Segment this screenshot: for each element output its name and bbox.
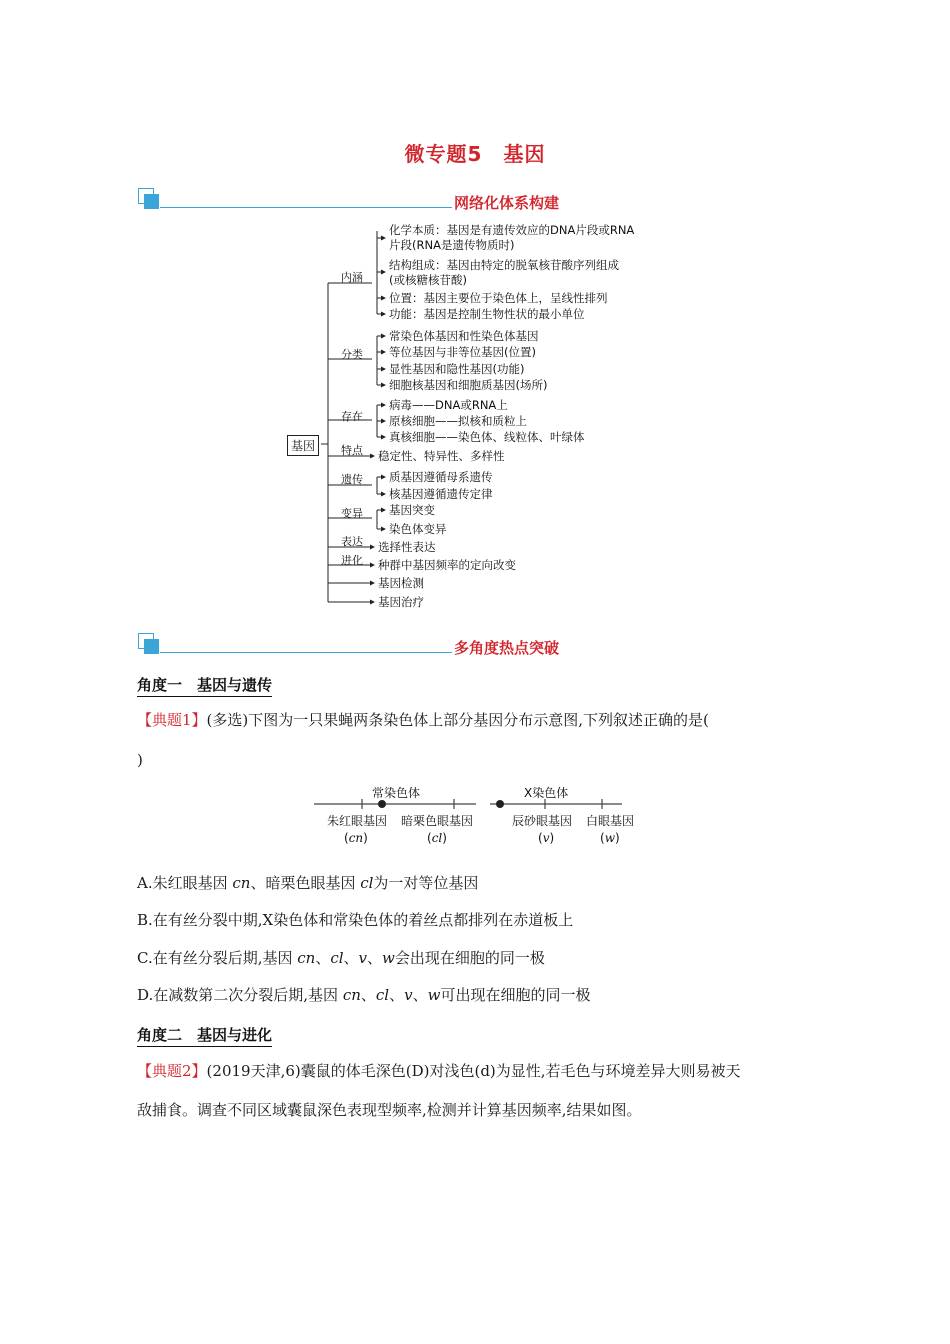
map-item: 化学本质：基因是有遗传效应的DNA片段或RNA bbox=[389, 223, 635, 237]
gene-symbol: (cl) bbox=[427, 831, 447, 845]
map-item: 原核细胞——拟核和质粒上 bbox=[389, 414, 527, 428]
map-item: 基因检测 bbox=[378, 576, 424, 590]
map-item: 等位基因与非等位基因(位置) bbox=[389, 345, 536, 359]
map-item: 基因突变 bbox=[389, 503, 435, 517]
gene-label-cl: 暗栗色眼基因 bbox=[401, 814, 474, 828]
gene-symbol: (v) bbox=[538, 831, 555, 845]
question-text: (多选)下图为一只果蝇两条染色体上部分基因分布示意图,下列叙述正确的是( bbox=[206, 711, 709, 729]
category-jinhua: 进化 bbox=[341, 554, 363, 567]
map-item: 质基因遵循母系遗传 bbox=[389, 470, 493, 484]
question-tag: 【典题1】 bbox=[137, 711, 207, 729]
angle-heading: 角度二 基因与进化 bbox=[137, 1024, 272, 1047]
map-item: 位置：基因主要位于染色体上，呈线性排列 bbox=[389, 291, 608, 305]
question-stem-cont: 敌捕食。调查不同区域囊鼠深色表现型频率,检测并计算基因频率,结果如图。 bbox=[137, 1101, 642, 1119]
page-title: 微专题5 基因 bbox=[404, 142, 546, 166]
question-stem-cont: ) bbox=[137, 751, 143, 769]
option-c: C.在有丝分裂后期,基因 cn、cl、v、w会出现在细胞的同一极 bbox=[137, 949, 545, 967]
category-bianyi: 变异 bbox=[341, 507, 363, 520]
map-item: 常染色体基因和性染色体基因 bbox=[389, 329, 539, 343]
option-a: A.朱红眼基因 cn、暗栗色眼基因 cl为一对等位基因 bbox=[137, 874, 479, 892]
map-item: 种群中基因频率的定向改变 bbox=[378, 558, 516, 572]
section-title-hotspots: 多角度热点突破 bbox=[454, 639, 560, 657]
map-item: 细胞核基因和细胞质基因(场所) bbox=[389, 378, 548, 392]
category-tedian: 特点 bbox=[341, 444, 363, 457]
question-tag: 【典题2】 bbox=[137, 1062, 207, 1080]
gene-label-w: 白眼基因 bbox=[586, 814, 635, 828]
category-cunzai: 存在 bbox=[341, 410, 363, 423]
question-text: (2019天津,6)囊鼠的体毛深色(D)对浅色(d)为显性,若毛色与环境差异大则易被天 bbox=[206, 1062, 741, 1080]
map-item: 结构组成：基因由特定的脱氧核苷酸序列组成 bbox=[389, 258, 619, 272]
map-item: 核基因遵循遗传定律 bbox=[389, 487, 493, 501]
map-item: 真核细胞——染色体、线粒体、叶绿体 bbox=[389, 430, 585, 444]
x-chromosome-label: X染色体 bbox=[524, 786, 569, 800]
category-fenlei: 分类 bbox=[341, 348, 363, 361]
option-d: D.在减数第二次分裂后期,基因 cn、cl、v、w可出现在细胞的同一极 bbox=[137, 986, 591, 1004]
map-item: 稳定性、特异性、多样性 bbox=[378, 449, 505, 463]
gene-label-cn: 朱红眼基因 bbox=[327, 814, 388, 828]
option-b: B.在有丝分裂中期,X染色体和常染色体的着丝点都排列在赤道板上 bbox=[137, 911, 574, 929]
map-item: 基因治疗 bbox=[378, 595, 424, 609]
gene-symbol: (w) bbox=[600, 831, 620, 845]
section-title-network: 网络化体系构建 bbox=[454, 194, 560, 212]
category-yichuan: 遗传 bbox=[341, 473, 363, 486]
map-item: 染色体变异 bbox=[389, 522, 447, 536]
map-item: 显性基因和隐性基因(功能) bbox=[389, 362, 525, 376]
category-neihan: 内涵 bbox=[341, 271, 363, 284]
map-item: 功能：基因是控制生物性状的最小单位 bbox=[389, 307, 585, 321]
map-item: 选择性表达 bbox=[378, 540, 436, 554]
question-stem bbox=[137, 1061, 741, 1081]
autosome-label: 常染色体 bbox=[372, 786, 421, 800]
map-item: 片段(RNA是遗传物质时) bbox=[389, 238, 515, 252]
map-item: (或核糖核苷酸) bbox=[389, 273, 467, 287]
gene-label-v: 辰砂眼基因 bbox=[512, 814, 573, 828]
category-biaoda: 表达 bbox=[341, 535, 363, 548]
map-item: 病毒——DNA或RNA上 bbox=[389, 398, 508, 412]
angle-heading: 角度一 基因与遗传 bbox=[137, 674, 272, 697]
gene-symbol: (cn) bbox=[344, 831, 368, 845]
concept-root: 基因 bbox=[287, 435, 319, 456]
